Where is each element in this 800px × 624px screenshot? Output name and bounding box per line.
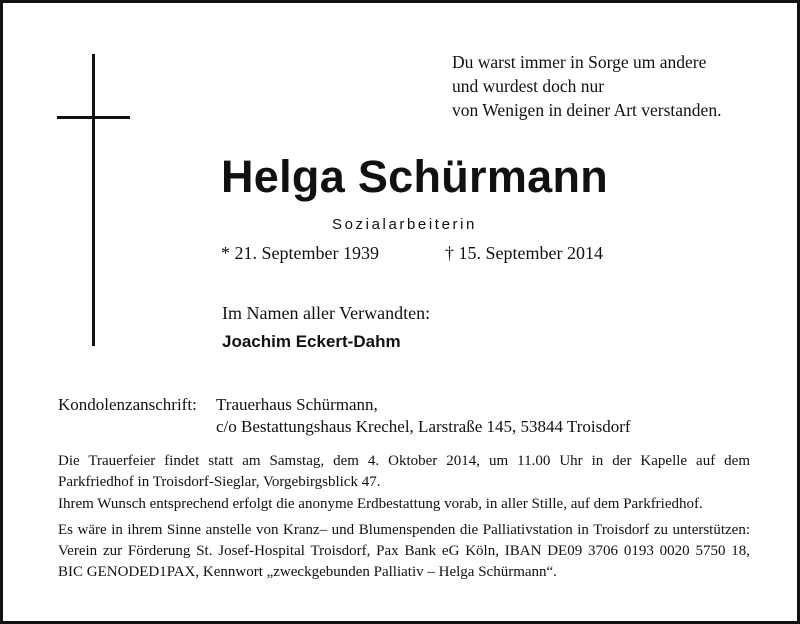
funeral-info-line: Parkfriedhof in Troisdorf-Sieglar, Vorgebirgsblick 47. bbox=[58, 474, 381, 490]
condolence-address-line: c/o Bestattungshaus Krechel, Larstraße 145, 53844 Troisdorf bbox=[216, 417, 631, 436]
cross-icon-bar bbox=[57, 116, 130, 119]
donation-info bbox=[58, 520, 750, 583]
donation-info-line: BIC GENODED1PAX, Kennwort „zweckgebunden Palliativ – Helga Schürmann“. bbox=[58, 564, 557, 580]
funeral-info bbox=[58, 451, 750, 493]
funeral-info-line: Die Trauerfeier findet statt am Samstag, dem 4. Oktober 2014, um 11.00 Uhr in der Kapelle auf dem bbox=[58, 453, 750, 469]
burial-info-line: Ihrem Wunsch entsprechend erfolgt die anonyme Erdbestattung vorab, in aller Stille, auf dem Parkfriedhof. bbox=[58, 496, 703, 512]
burial-info bbox=[58, 494, 750, 515]
mourners-intro: Im Namen aller Verwandten: bbox=[222, 303, 431, 323]
quote-line: Du warst immer in Sorge um andere bbox=[452, 52, 707, 72]
donation-info-line: Es wäre in ihrem Sinne anstelle von Kranz– und Blumenspenden die Palliativstation in Troisdorf zu unterstützen: bbox=[58, 522, 750, 538]
donation-info-line: Verein zur Förderung St. Josef-Hospital Troisdorf, Pax Bank eG Köln, IBAN DE09 3706 0193 0020 5750 18, bbox=[58, 543, 750, 559]
memorial-quote bbox=[452, 50, 721, 122]
quote-line: und wurdest doch nur bbox=[452, 76, 605, 96]
mourner-name: Joachim Eckert-Dahm bbox=[222, 332, 401, 351]
deceased-name: Helga Schürmann bbox=[221, 151, 609, 202]
death-date: † 15. September 2014 bbox=[445, 243, 603, 263]
birth-date: * 21. September 1939 bbox=[221, 243, 379, 263]
quote-line: von Wenigen in deiner Art verstanden. bbox=[452, 100, 722, 120]
cross-icon bbox=[92, 54, 95, 346]
condolence-address-line: Trauerhaus Schürmann, bbox=[216, 395, 378, 414]
condolence-label: Kondolenzanschrift: bbox=[58, 395, 197, 414]
deceased-profession: Sozialarbeiterin bbox=[332, 216, 477, 233]
